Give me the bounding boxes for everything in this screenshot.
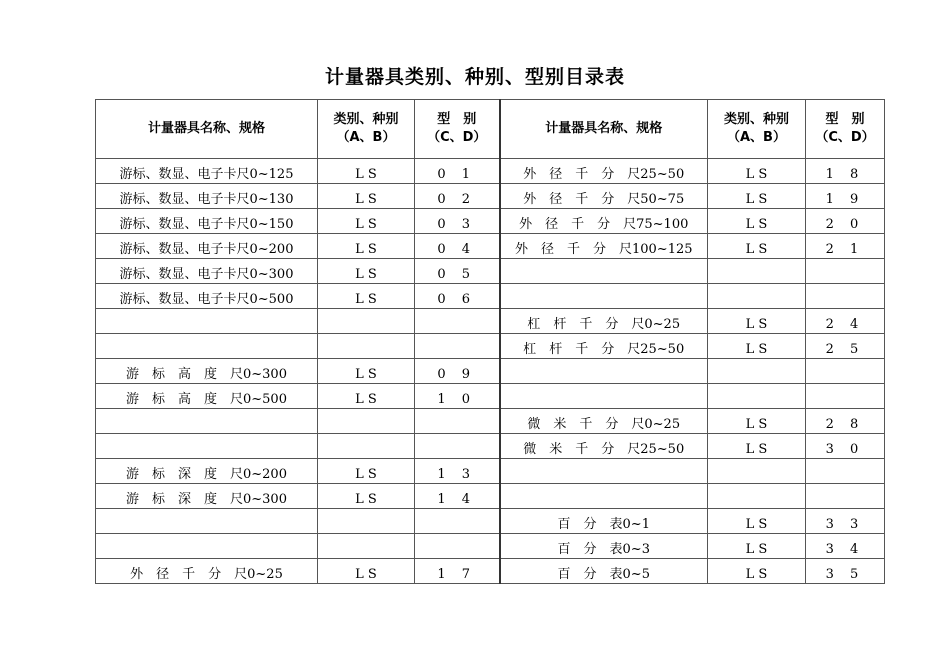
instrument-name-right: 外 径 千 分 尺75~100 xyxy=(500,209,708,234)
header-category-line2: （A、B） xyxy=(727,130,786,145)
category-code-left xyxy=(318,409,415,434)
instrument-name-left: 游 标 高 度 尺0~300 xyxy=(96,359,318,384)
table-row xyxy=(96,559,885,584)
table-row xyxy=(96,459,885,484)
type-code-left: 0 5 xyxy=(415,259,500,284)
category-code-left: L S xyxy=(318,459,415,484)
table-row xyxy=(96,334,885,359)
instrument-name-left xyxy=(96,534,318,559)
category-code-right: L S xyxy=(708,509,806,534)
type-code-right xyxy=(806,384,885,409)
type-code-left: 1 3 xyxy=(415,459,500,484)
table-row xyxy=(96,159,885,184)
instrument-name-left: 游标、数显、电子卡尺0~150 xyxy=(96,209,318,234)
category-code-right xyxy=(708,484,806,509)
type-code-left xyxy=(415,334,500,359)
header-type-line1: 型 别 xyxy=(437,112,477,127)
table-row xyxy=(96,259,885,284)
instrument-name-right: 杠 杆 千 分 尺0~25 xyxy=(500,309,708,334)
type-code-right xyxy=(806,284,885,309)
type-code-left: 0 9 xyxy=(415,359,500,384)
category-code-left: L S xyxy=(318,484,415,509)
category-code-right: L S xyxy=(708,159,806,184)
category-code-right: L S xyxy=(708,209,806,234)
header-name-right: 计量器具名称、规格 xyxy=(500,100,708,159)
type-code-right: 1 8 xyxy=(806,159,885,184)
type-code-right xyxy=(806,459,885,484)
category-code-right xyxy=(708,384,806,409)
type-code-right: 3 4 xyxy=(806,534,885,559)
header-row xyxy=(96,100,885,159)
header-type-line2: （C、D） xyxy=(815,130,875,145)
type-code-left: 1 7 xyxy=(415,559,500,584)
table-row xyxy=(96,434,885,459)
category-code-left: L S xyxy=(318,384,415,409)
instrument-name-right xyxy=(500,259,708,284)
instrument-name-right: 杠 杆 千 分 尺25~50 xyxy=(500,334,708,359)
type-code-left: 1 4 xyxy=(415,484,500,509)
type-code-left xyxy=(415,309,500,334)
type-code-right: 3 3 xyxy=(806,509,885,534)
instrument-name-left xyxy=(96,434,318,459)
category-code-left xyxy=(318,309,415,334)
instrument-name-right: 百 分 表0~3 xyxy=(500,534,708,559)
category-code-right: L S xyxy=(708,559,806,584)
category-code-left xyxy=(318,334,415,359)
category-code-left: L S xyxy=(318,209,415,234)
table-body xyxy=(96,159,885,584)
instrument-name-right xyxy=(500,459,708,484)
instrument-name-left xyxy=(96,509,318,534)
header-type-line1: 型 别 xyxy=(825,112,865,127)
type-code-right xyxy=(806,359,885,384)
instrument-name-right xyxy=(500,359,708,384)
category-code-left: L S xyxy=(318,559,415,584)
header-category-line1: 类别、种别 xyxy=(723,112,789,127)
type-code-left: 0 2 xyxy=(415,184,500,209)
category-code-right xyxy=(708,459,806,484)
header-category-left xyxy=(318,100,415,159)
instrument-name-left: 游 标 高 度 尺0~500 xyxy=(96,384,318,409)
header-category-right xyxy=(708,100,806,159)
category-code-left: L S xyxy=(318,159,415,184)
header-type-line2: （C、D） xyxy=(427,130,487,145)
instrument-name-left: 游标、数显、电子卡尺0~130 xyxy=(96,184,318,209)
category-code-right: L S xyxy=(708,534,806,559)
page-title: 计量器具类别、种别、型别目录表 xyxy=(324,66,625,88)
instrument-name-right: 微 米 千 分 尺0~25 xyxy=(500,409,708,434)
instrument-name-right xyxy=(500,484,708,509)
type-code-left: 0 3 xyxy=(415,209,500,234)
instrument-name-right: 微 米 千 分 尺25~50 xyxy=(500,434,708,459)
type-code-right: 2 8 xyxy=(806,409,885,434)
header-type-left xyxy=(415,100,500,159)
category-code-right: L S xyxy=(708,334,806,359)
type-code-left xyxy=(415,534,500,559)
type-code-right: 3 5 xyxy=(806,559,885,584)
table-row xyxy=(96,534,885,559)
category-code-right: L S xyxy=(708,409,806,434)
category-code-right: L S xyxy=(708,434,806,459)
instrument-name-left xyxy=(96,309,318,334)
header-category-line2: （A、B） xyxy=(336,130,396,145)
type-code-left: 0 1 xyxy=(415,159,500,184)
instrument-name-left: 游标、数显、电子卡尺0~200 xyxy=(96,234,318,259)
category-code-left xyxy=(318,434,415,459)
table-row xyxy=(96,384,885,409)
header-type-right xyxy=(806,100,885,159)
instrument-name-right xyxy=(500,384,708,409)
type-code-right: 2 5 xyxy=(806,334,885,359)
instrument-name-left xyxy=(96,334,318,359)
instrument-name-right: 百 分 表0~5 xyxy=(500,559,708,584)
table-row xyxy=(96,484,885,509)
type-code-right: 3 0 xyxy=(806,434,885,459)
category-code-right: L S xyxy=(708,234,806,259)
table-row xyxy=(96,359,885,384)
category-code-right xyxy=(708,359,806,384)
instrument-name-left: 外 径 千 分 尺0~25 xyxy=(96,559,318,584)
instrument-name-left: 游 标 深 度 尺0~200 xyxy=(96,459,318,484)
category-code-right xyxy=(708,284,806,309)
table-row xyxy=(96,409,885,434)
category-code-left: L S xyxy=(318,234,415,259)
instrument-name-left: 游标、数显、电子卡尺0~500 xyxy=(96,284,318,309)
header-name-left: 计量器具名称、规格 xyxy=(96,100,318,159)
table-row xyxy=(96,234,885,259)
instrument-name-right: 百 分 表0~1 xyxy=(500,509,708,534)
type-code-left xyxy=(415,509,500,534)
instrument-name-right: 外 径 千 分 尺25~50 xyxy=(500,159,708,184)
table-row xyxy=(96,184,885,209)
instrument-name-left: 游 标 深 度 尺0~300 xyxy=(96,484,318,509)
type-code-right: 2 4 xyxy=(806,309,885,334)
catalog-table xyxy=(95,99,885,584)
table-row xyxy=(96,209,885,234)
instrument-name-right: 外 径 千 分 尺50~75 xyxy=(500,184,708,209)
category-code-left: L S xyxy=(318,259,415,284)
category-code-right: L S xyxy=(708,309,806,334)
header-category-line1: 类别、种别 xyxy=(333,112,399,127)
type-code-left xyxy=(415,434,500,459)
instrument-name-right xyxy=(500,284,708,309)
type-code-right xyxy=(806,484,885,509)
instrument-name-left: 游标、数显、电子卡尺0~125 xyxy=(96,159,318,184)
category-code-left: L S xyxy=(318,184,415,209)
type-code-right: 2 0 xyxy=(806,209,885,234)
instrument-name-left xyxy=(96,409,318,434)
table-row xyxy=(96,284,885,309)
category-code-left xyxy=(318,509,415,534)
category-code-left: L S xyxy=(318,284,415,309)
type-code-left xyxy=(415,409,500,434)
type-code-left: 0 6 xyxy=(415,284,500,309)
category-code-right: L S xyxy=(708,184,806,209)
type-code-right: 1 9 xyxy=(806,184,885,209)
instrument-name-left: 游标、数显、电子卡尺0~300 xyxy=(96,259,318,284)
table-row xyxy=(96,509,885,534)
type-code-right: 2 1 xyxy=(806,234,885,259)
type-code-left: 1 0 xyxy=(415,384,500,409)
category-code-left xyxy=(318,534,415,559)
type-code-left: 0 4 xyxy=(415,234,500,259)
type-code-right xyxy=(806,259,885,284)
category-code-right xyxy=(708,259,806,284)
category-code-left: L S xyxy=(318,359,415,384)
instrument-name-right: 外 径 千 分 尺100~125 xyxy=(500,234,708,259)
table-row xyxy=(96,309,885,334)
